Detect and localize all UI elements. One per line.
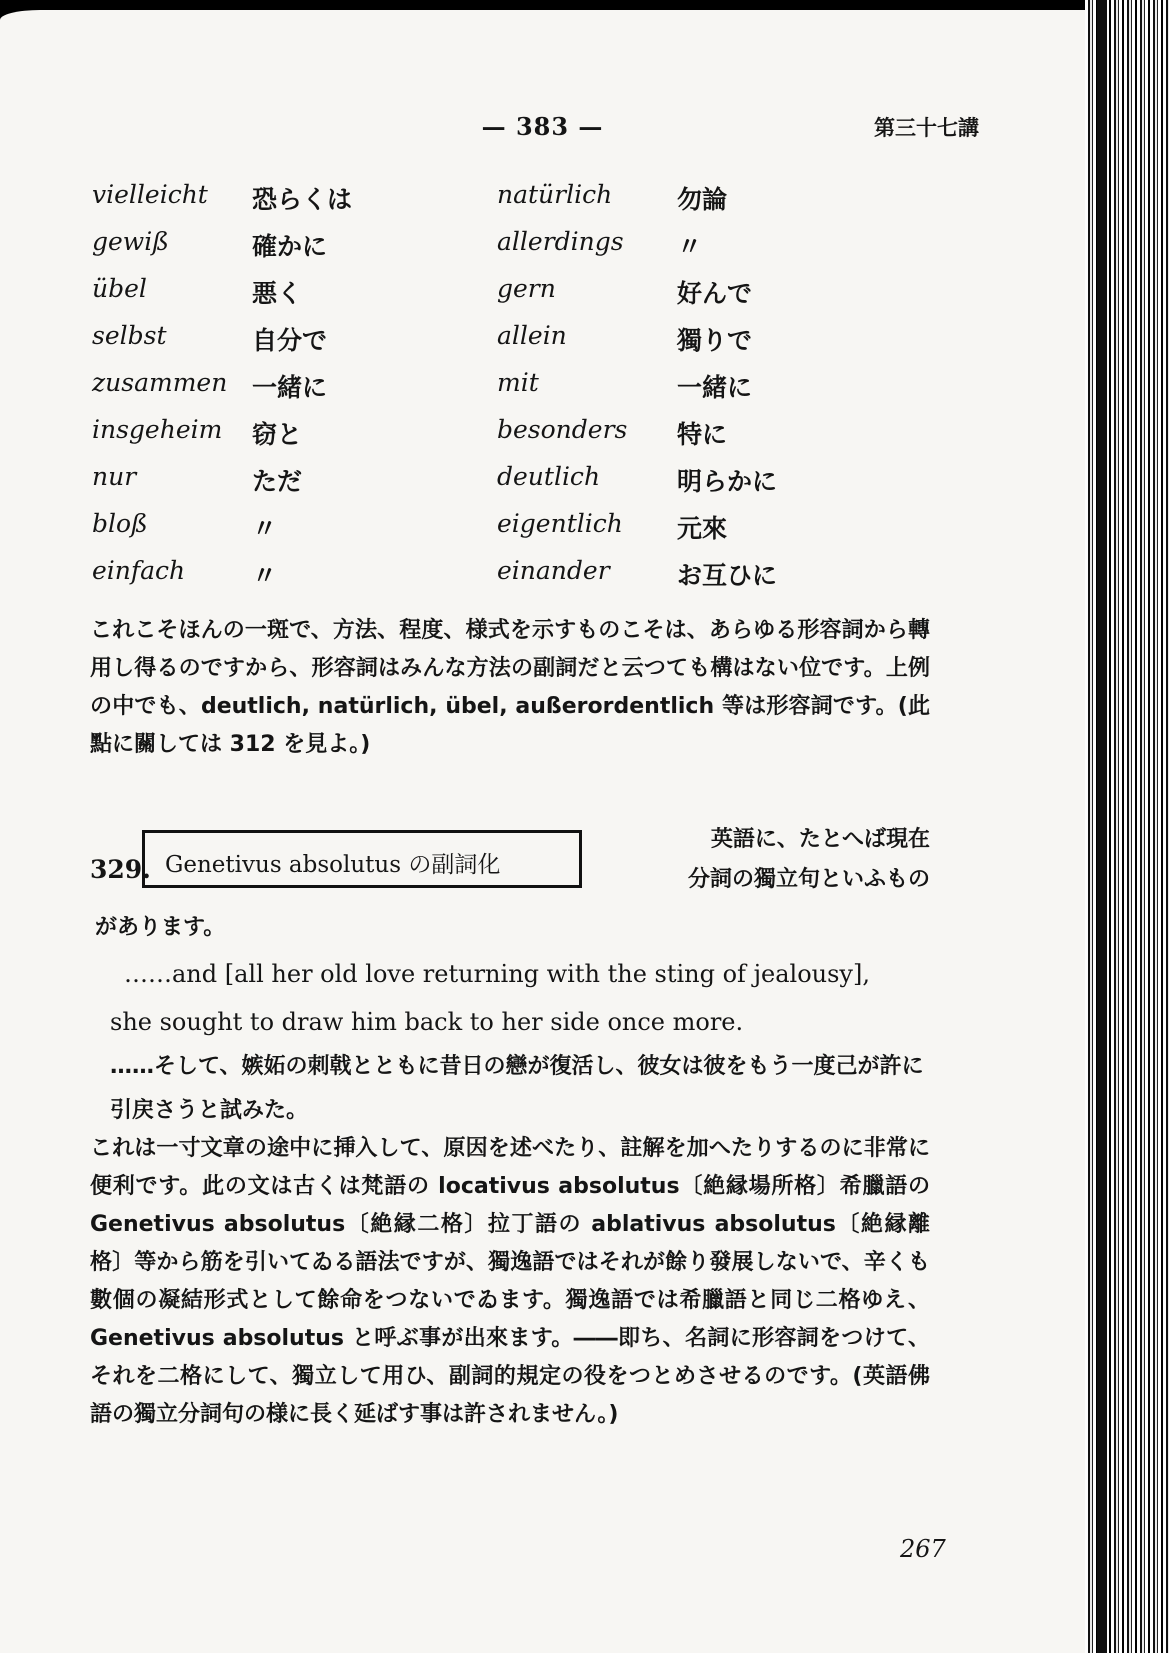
vocab-row [92, 227, 852, 274]
section-intro-continuation: があります。 [95, 915, 226, 940]
chapter-heading: 第三十七講 [874, 116, 979, 140]
grammar-paragraph: これは一寸文章の途中に挿入して、原因を述べたり、註解を加へたりするのに非常に便利です。此の文は古くは梵語の locativus absolutus〔絶縁場所格〕希臘語の Genetivus absolutus〔絶縁二格〕拉丁語の ablativus absolutus〔絶縁離格〕等から筋を引いてゐる語法ですが、獨逸語ではそれが餘り發展しないで、辛くも數個の凝結形式として餘命をつないでゐます。獨逸語では希臘語と同じ二格ゆえ、Genetivus absolutus と呼ぶ事が出來ます。――即ち、名詞に形容詞をつけて、それを二格にして、獨立して用ひ、副詞的規定の役をつとめさせるのです。(英語佛語の獨立分詞句の様に長く延ばす事は許されません。) [90, 1136, 930, 1427]
german-word: besonders [497, 415, 628, 444]
japanese-gloss: 窃と [252, 420, 303, 449]
japanese-gloss: 〃 [252, 514, 278, 543]
japanese-gloss: 確かに [252, 232, 328, 261]
japanese-gloss: ただ [252, 467, 303, 496]
german-word: einfach [92, 556, 186, 585]
german-word: mit [497, 368, 539, 397]
english-example [110, 950, 930, 1046]
japanese-gloss: 特に [677, 420, 728, 449]
vocab-row [92, 462, 852, 509]
vocab-row [92, 368, 852, 415]
german-word: selbst [92, 321, 167, 350]
german-word: allein [497, 321, 567, 350]
japanese-translation: ……そして、嫉妬の刺戟とともに昔日の戀が復活し、彼女は彼をもう一度己が許に引戻さうと試みた。 [110, 1054, 924, 1123]
vocabulary-table [92, 180, 852, 603]
german-word: zusammen [92, 368, 228, 397]
german-word: bloß [92, 509, 148, 538]
vocab-row [92, 180, 852, 227]
japanese-gloss: 明らかに [677, 467, 778, 496]
german-word: allerdings [497, 227, 624, 256]
section-intro [640, 820, 930, 900]
japanese-gloss: 悪く [252, 279, 303, 308]
german-word: natürlich [497, 180, 613, 209]
section-number: 329. [90, 855, 151, 884]
japanese-gloss: 勿論 [677, 185, 728, 214]
japanese-gloss: 恐らくは [252, 185, 353, 214]
japanese-gloss: 好んで [677, 279, 753, 308]
german-word: insgeheim [92, 415, 223, 444]
japanese-gloss: 〃 [252, 561, 278, 590]
german-word: vielleicht [92, 180, 208, 209]
german-word: gewiß [92, 227, 169, 256]
vocab-row [92, 509, 852, 556]
section-title: Genetivus absolutus の副詞化 [165, 852, 501, 878]
japanese-gloss: 〃 [677, 232, 703, 261]
vocab-row [92, 274, 852, 321]
vocab-row [92, 556, 852, 603]
german-word: deutlich [497, 462, 601, 491]
explanation-paragraph: これこそほんの一斑で、方法、程度、様式を示すものこそは、あらゆる形容詞から轉用し得るのですから、形容詞はみんな方法の副詞だと云つても構はない位です。上例の中でも、deutlich, natürlich, übel, außerordentlich 等は形容詞です。(此點に關しては 312 を見よ。) [90, 618, 930, 757]
japanese-gloss: お互ひに [677, 561, 778, 590]
page-number: 267 [900, 1535, 946, 1563]
german-word: nur [92, 462, 137, 491]
japanese-gloss: 自分で [252, 326, 328, 355]
english-example-line: she sought to draw him back to her side once more. [110, 1008, 744, 1036]
page-edge-shadow [1097, 0, 1107, 1653]
japanese-gloss: 獨りで [677, 326, 753, 355]
japanese-gloss: 一緒に [677, 373, 753, 402]
german-word: einander [497, 556, 610, 585]
german-word: übel [92, 274, 147, 303]
german-word: eigentlich [497, 509, 623, 538]
section-title-box [142, 830, 582, 888]
vocab-row [92, 415, 852, 462]
page-marker: — 383 — [481, 112, 604, 141]
section-intro-line: 英語に、たとへば現在 [710, 827, 930, 852]
vocab-row [92, 321, 852, 368]
english-example-line: ……and [all her old love returning with the sting of jealousy], [124, 960, 870, 988]
japanese-gloss: 一緒に [252, 373, 328, 402]
japanese-gloss: 元來 [677, 514, 728, 543]
german-word: gern [497, 274, 556, 303]
section-intro-line: 分詞の獨立句といふもの [687, 867, 930, 892]
